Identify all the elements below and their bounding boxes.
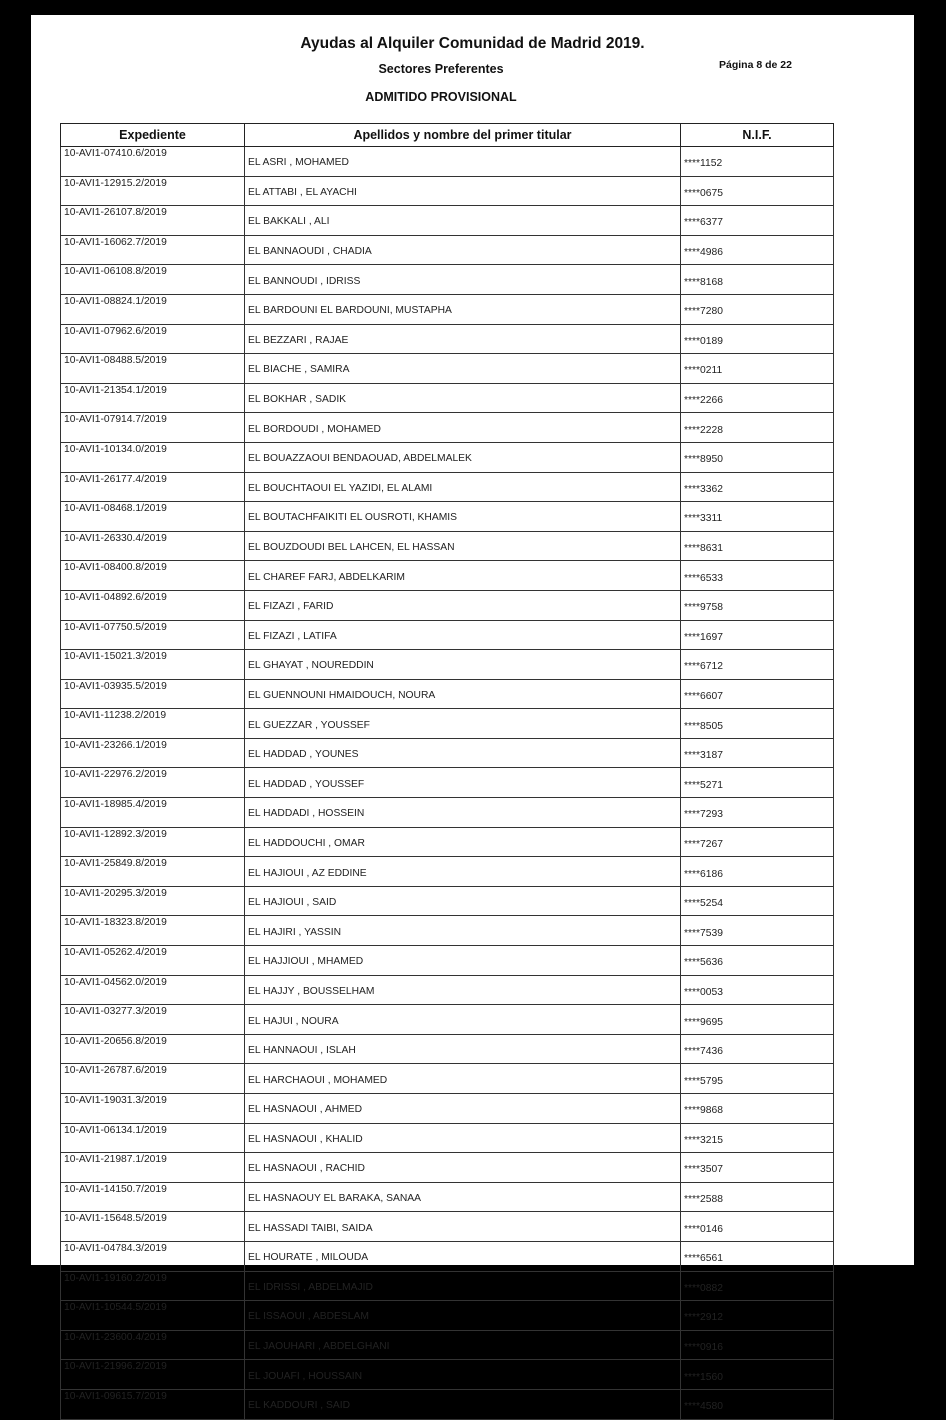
nombre-cell: EL HAJIOUI , AZ EDDINE [245, 857, 681, 887]
nif-cell: ****7436 [681, 1034, 834, 1064]
nombre-cell: EL HASNAOUY EL BARAKA, SANAA [245, 1182, 681, 1212]
table-row [61, 1123, 834, 1153]
nif-cell: ****6186 [681, 857, 834, 887]
nif-cell: ****1152 [681, 147, 834, 177]
expediente-cell: 10-AVI1-08400.8/2019 [61, 561, 245, 591]
nif-cell: ****7280 [681, 294, 834, 324]
table-row [61, 975, 834, 1005]
nombre-cell: EL HASSADI TAIBI, SAIDA [245, 1212, 681, 1242]
nombre-cell: EL BARDOUNI EL BARDOUNI, MUSTAPHA [245, 294, 681, 324]
expediente-cell: 10-AVI1-20295.3/2019 [61, 886, 245, 916]
nif-cell: ****0053 [681, 975, 834, 1005]
table-row [61, 383, 834, 413]
nombre-cell: EL GUEZZAR , YOUSSEF [245, 709, 681, 739]
nif-cell: ****2228 [681, 413, 834, 443]
nif-cell: ****3362 [681, 472, 834, 502]
page-number: Página 8 de 22 [719, 59, 792, 71]
table-row [61, 531, 834, 561]
expediente-cell: 10-AVI1-19160.2/2019 [61, 1271, 245, 1301]
nif-cell: ****8168 [681, 265, 834, 295]
nombre-cell: EL KADDOURI , SAID [245, 1389, 681, 1419]
table-row [61, 294, 834, 324]
nif-cell: ****8950 [681, 442, 834, 472]
nombre-cell: EL HASNAOUI , KHALID [245, 1123, 681, 1153]
nif-cell: ****8631 [681, 531, 834, 561]
table-row [61, 827, 834, 857]
nombre-cell: EL JOUAFI , HOUSSAIN [245, 1360, 681, 1390]
nif-cell: ****3187 [681, 738, 834, 768]
table-row [61, 1212, 834, 1242]
expediente-cell: 10-AVI1-03935.5/2019 [61, 679, 245, 709]
table-row [61, 472, 834, 502]
expediente-cell: 10-AVI1-05262.4/2019 [61, 946, 245, 976]
table-row [61, 620, 834, 650]
nif-cell: ****6712 [681, 650, 834, 680]
nif-cell: ****4986 [681, 235, 834, 265]
table-row [61, 1182, 834, 1212]
nombre-cell: EL BANNOUDI , IDRISS [245, 265, 681, 295]
nif-cell: ****2912 [681, 1301, 834, 1331]
table-row [61, 442, 834, 472]
nombre-cell: EL HAJIRI , YASSIN [245, 916, 681, 946]
nombre-cell: EL CHAREF FARJ, ABDELKARIM [245, 561, 681, 591]
nombre-cell: EL ATTABI , EL AYACHI [245, 176, 681, 206]
table-row [61, 1271, 834, 1301]
nif-cell: ****5636 [681, 946, 834, 976]
nombre-cell: EL IDRISSI , ABDELMAJID [245, 1271, 681, 1301]
column-header-expediente: Expediente [61, 124, 245, 147]
table-row [61, 176, 834, 206]
nombre-cell: EL BOUCHTAOUI EL YAZIDI, EL ALAMI [245, 472, 681, 502]
nif-cell: ****0675 [681, 176, 834, 206]
nif-cell: ****5271 [681, 768, 834, 798]
table-row [61, 1389, 834, 1419]
table-row [61, 1005, 834, 1035]
nif-cell: ****6377 [681, 206, 834, 236]
nombre-cell: EL BOUZDOUDI BEL LAHCEN, EL HASSAN [245, 531, 681, 561]
table-row [61, 1094, 834, 1124]
expediente-cell: 10-AVI1-08488.5/2019 [61, 354, 245, 384]
nif-cell: ****0211 [681, 354, 834, 384]
expediente-cell: 10-AVI1-07750.5/2019 [61, 620, 245, 650]
table-row [61, 1330, 834, 1360]
expediente-cell: 10-AVI1-18985.4/2019 [61, 798, 245, 828]
nombre-cell: EL HADDADI , HOSSEIN [245, 798, 681, 828]
expediente-cell: 10-AVI1-04562.0/2019 [61, 975, 245, 1005]
expediente-cell: 10-AVI1-06108.8/2019 [61, 265, 245, 295]
nombre-cell: EL FIZAZI , LATIFA [245, 620, 681, 650]
nombre-cell: EL BOKHAR , SADIK [245, 383, 681, 413]
nombre-cell: EL BIACHE , SAMIRA [245, 354, 681, 384]
nombre-cell: EL HAJJY , BOUSSELHAM [245, 975, 681, 1005]
expediente-cell: 10-AVI1-15021.3/2019 [61, 650, 245, 680]
nif-cell: ****0882 [681, 1271, 834, 1301]
expediente-cell: 10-AVI1-26177.4/2019 [61, 472, 245, 502]
nif-cell: ****6607 [681, 679, 834, 709]
table-row [61, 798, 834, 828]
expediente-cell: 10-AVI1-15648.5/2019 [61, 1212, 245, 1242]
expediente-cell: 10-AVI1-04892.6/2019 [61, 590, 245, 620]
table-row [61, 354, 834, 384]
nif-cell: ****7293 [681, 798, 834, 828]
table-row [61, 324, 834, 354]
nif-cell: ****5254 [681, 886, 834, 916]
nif-cell: ****9868 [681, 1094, 834, 1124]
expediente-cell: 10-AVI1-19031.3/2019 [61, 1094, 245, 1124]
table-row [61, 857, 834, 887]
nombre-cell: EL HANNAOUI , ISLAH [245, 1034, 681, 1064]
expediente-cell: 10-AVI1-04784.3/2019 [61, 1241, 245, 1271]
nif-cell: ****3507 [681, 1153, 834, 1183]
expediente-cell: 10-AVI1-12892.3/2019 [61, 827, 245, 857]
nif-cell: ****3311 [681, 502, 834, 532]
nif-cell: ****6561 [681, 1241, 834, 1271]
applicants-table [60, 123, 834, 1420]
expediente-cell: 10-AVI1-08824.1/2019 [61, 294, 245, 324]
table-row [61, 235, 834, 265]
nombre-cell: EL JAOUHARI , ABDELGHANI [245, 1330, 681, 1360]
nombre-cell: EL HADDAD , YOUNES [245, 738, 681, 768]
nombre-cell: EL HAJUI , NOURA [245, 1005, 681, 1035]
document-title: Ayudas al Alquiler Comunidad de Madrid 2019. [300, 35, 645, 52]
nombre-cell: EL HARCHAOUI , MOHAMED [245, 1064, 681, 1094]
table-row [61, 1034, 834, 1064]
nif-cell: ****7267 [681, 827, 834, 857]
nombre-cell: EL GUENNOUNI HMAIDOUCH, NOURA [245, 679, 681, 709]
table-row [61, 1301, 834, 1331]
nif-cell: ****9758 [681, 590, 834, 620]
table-row [61, 946, 834, 976]
nif-cell: ****8505 [681, 709, 834, 739]
expediente-cell: 10-AVI1-07962.6/2019 [61, 324, 245, 354]
expediente-cell: 10-AVI1-12915.2/2019 [61, 176, 245, 206]
nombre-cell: EL HOURATE , MILOUDA [245, 1241, 681, 1271]
expediente-cell: 10-AVI1-18323.8/2019 [61, 916, 245, 946]
column-header-nif: N.I.F. [681, 124, 834, 147]
nif-cell: ****0916 [681, 1330, 834, 1360]
expediente-cell: 10-AVI1-14150.7/2019 [61, 1182, 245, 1212]
nif-cell: ****1697 [681, 620, 834, 650]
table-row [61, 709, 834, 739]
table-header-row [61, 124, 834, 147]
table-row [61, 147, 834, 177]
nombre-cell: EL HAJJIOUI , MHAMED [245, 946, 681, 976]
table-row [61, 561, 834, 591]
table-row [61, 768, 834, 798]
nombre-cell: EL BANNAOUDI , CHADIA [245, 235, 681, 265]
nombre-cell: EL HADDAD , YOUSSEF [245, 768, 681, 798]
nombre-cell: EL BOUAZZAOUI BENDAOUAD, ABDELMALEK [245, 442, 681, 472]
nombre-cell: EL BEZZARI , RAJAE [245, 324, 681, 354]
document-page [31, 15, 914, 1413]
nif-cell: ****2588 [681, 1182, 834, 1212]
table-row [61, 502, 834, 532]
nif-cell: ****0189 [681, 324, 834, 354]
expediente-cell: 10-AVI1-25849.8/2019 [61, 857, 245, 887]
expediente-cell: 10-AVI1-08468.1/2019 [61, 502, 245, 532]
expediente-cell: 10-AVI1-22976.2/2019 [61, 768, 245, 798]
expediente-cell: 10-AVI1-10134.0/2019 [61, 442, 245, 472]
nombre-cell: EL ISSAOUI , ABDESLAM [245, 1301, 681, 1331]
expediente-cell: 10-AVI1-16062.7/2019 [61, 235, 245, 265]
expediente-cell: 10-AVI1-26107.8/2019 [61, 206, 245, 236]
table-row [61, 916, 834, 946]
table-row [61, 1241, 834, 1271]
nif-cell: ****3215 [681, 1123, 834, 1153]
nombre-cell: EL BOUTACHFAIKITI EL OUSROTI, KHAMIS [245, 502, 681, 532]
expediente-cell: 10-AVI1-26330.4/2019 [61, 531, 245, 561]
table-row [61, 1064, 834, 1094]
expediente-cell: 10-AVI1-10544.5/2019 [61, 1301, 245, 1331]
table-row [61, 265, 834, 295]
expediente-cell: 10-AVI1-09615.7/2019 [61, 1389, 245, 1419]
nif-cell: ****9695 [681, 1005, 834, 1035]
expediente-cell: 10-AVI1-20656.8/2019 [61, 1034, 245, 1064]
nombre-cell: EL FIZAZI , FARID [245, 590, 681, 620]
nombre-cell: EL HADDOUCHI , OMAR [245, 827, 681, 857]
expediente-cell: 10-AVI1-23600.4/2019 [61, 1330, 245, 1360]
expediente-cell: 10-AVI1-11238.2/2019 [61, 709, 245, 739]
document-subtitle: Sectores Preferentes [378, 62, 504, 76]
nif-cell: ****4580 [681, 1389, 834, 1419]
table-row [61, 650, 834, 680]
table-row [61, 206, 834, 236]
expediente-cell: 10-AVI1-07914.7/2019 [61, 413, 245, 443]
nif-cell: ****2266 [681, 383, 834, 413]
table-row [61, 1153, 834, 1183]
expediente-cell: 10-AVI1-26787.6/2019 [61, 1064, 245, 1094]
table-row [61, 679, 834, 709]
expediente-cell: 10-AVI1-03277.3/2019 [61, 1005, 245, 1035]
table-row [61, 590, 834, 620]
expediente-cell: 10-AVI1-21996.2/2019 [61, 1360, 245, 1390]
nif-cell: ****7539 [681, 916, 834, 946]
nombre-cell: EL HASNAOUI , AHMED [245, 1094, 681, 1124]
nombre-cell: EL GHAYAT , NOUREDDIN [245, 650, 681, 680]
expediente-cell: 10-AVI1-23266.1/2019 [61, 738, 245, 768]
expediente-cell: 10-AVI1-07410.6/2019 [61, 147, 245, 177]
nombre-cell: EL HASNAOUI , RACHID [245, 1153, 681, 1183]
nombre-cell: EL ASRI , MOHAMED [245, 147, 681, 177]
expediente-cell: 10-AVI1-06134.1/2019 [61, 1123, 245, 1153]
table-row [61, 1360, 834, 1390]
nif-cell: ****5795 [681, 1064, 834, 1094]
nif-cell: ****1560 [681, 1360, 834, 1390]
nombre-cell: EL HAJIOUI , SAID [245, 886, 681, 916]
nombre-cell: EL BORDOUDI , MOHAMED [245, 413, 681, 443]
table-row [61, 738, 834, 768]
nif-cell: ****0146 [681, 1212, 834, 1242]
nif-cell: ****6533 [681, 561, 834, 591]
nombre-cell: EL BAKKALI , ALI [245, 206, 681, 236]
table-row [61, 413, 834, 443]
expediente-cell: 10-AVI1-21987.1/2019 [61, 1153, 245, 1183]
table-row [61, 886, 834, 916]
column-header-nombre: Apellidos y nombre del primer titular [245, 124, 681, 147]
list-status: ADMITIDO PROVISIONAL [365, 90, 517, 104]
expediente-cell: 10-AVI1-21354.1/2019 [61, 383, 245, 413]
